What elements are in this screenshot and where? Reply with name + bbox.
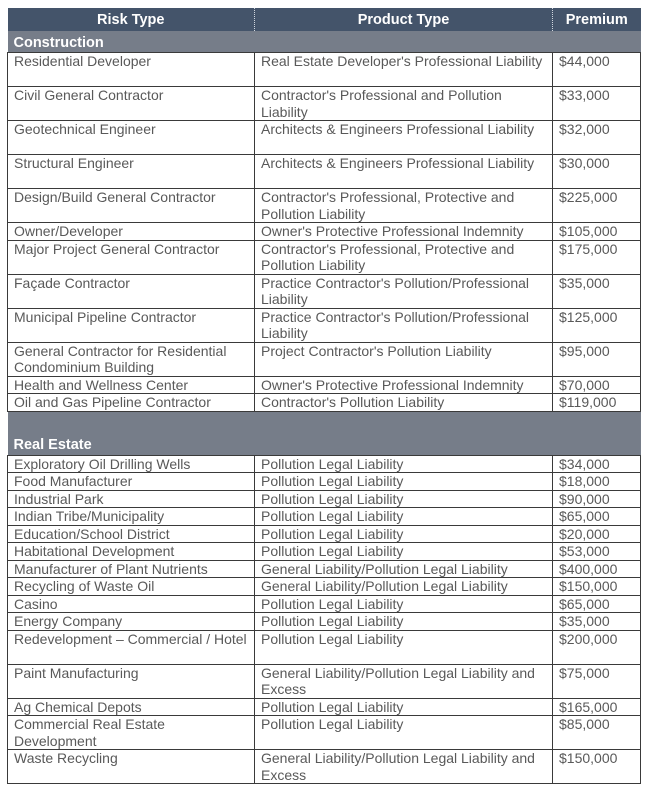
header-product-type: Product Type [255,8,553,31]
product-cell: General Liability/Pollution Legal Liability and Excess [255,750,553,784]
premium-table [7,8,641,784]
risk-cell: Oil and Gas Pipeline Contractor [8,394,255,412]
premium-cell: $33,000 [553,87,641,121]
premium-cell: $32,000 [553,121,641,155]
product-cell: Pollution Legal Liability [255,698,553,716]
premium-cell: $125,000 [553,308,641,342]
product-cell: Pollution Legal Liability [255,630,553,664]
section-header-construction [8,31,641,53]
risk-cell: Energy Company [8,613,255,631]
premium-cell: $75,000 [553,664,641,698]
premium-cell: $165,000 [553,698,641,716]
premium-cell: $65,000 [553,595,641,613]
table-row [8,698,641,716]
table-row [8,664,641,698]
premium-cell: $18,000 [553,473,641,491]
premium-cell: $175,000 [553,240,641,274]
risk-cell: Façade Contractor [8,274,255,308]
table-row [8,223,641,241]
product-cell: Contractor's Professional, Protective and Pollution Liability [255,189,553,223]
table-row [8,716,641,750]
premium-cell: $150,000 [553,578,641,596]
premium-cell: $20,000 [553,525,641,543]
table-row [8,750,641,784]
product-cell: Pollution Legal Liability [255,543,553,561]
product-cell: Contractor's Professional and Pollution Liability [255,87,553,121]
product-cell: Project Contractor's Pollution Liability [255,342,553,376]
table-row [8,155,641,189]
product-cell: Pollution Legal Liability [255,473,553,491]
header-row [8,8,641,31]
risk-cell: Exploratory Oil Drilling Wells [8,455,255,473]
risk-cell: Casino [8,595,255,613]
premium-cell: $53,000 [553,543,641,561]
risk-cell: Health and Wellness Center [8,376,255,394]
risk-cell: Education/School District [8,525,255,543]
risk-cell: Redevelopment – Commercial / Hotel [8,630,255,664]
table-row [8,455,641,473]
premium-table-container [7,8,640,784]
product-cell: Pollution Legal Liability [255,716,553,750]
table-row [8,473,641,491]
product-cell: Owner's Protective Professional Indemnity [255,223,553,241]
table-row [8,308,641,342]
risk-cell: Indian Tribe/Municipality [8,508,255,526]
product-cell: General Liability/Pollution Legal Liability and Excess [255,664,553,698]
risk-cell: Major Project General Contractor [8,240,255,274]
risk-cell: Municipal Pipeline Contractor [8,308,255,342]
product-cell: General Liability/Pollution Legal Liability [255,578,553,596]
table-row [8,376,641,394]
premium-cell: $105,000 [553,223,641,241]
product-cell: Owner's Protective Professional Indemnity [255,376,553,394]
product-cell: Pollution Legal Liability [255,613,553,631]
table-row [8,394,641,412]
section-title: Construction [8,31,641,53]
risk-cell: Waste Recycling [8,750,255,784]
risk-cell: Manufacturer of Plant Nutrients [8,560,255,578]
header-risk-type: Risk Type [8,8,255,31]
table-row [8,342,641,376]
premium-cell: $35,000 [553,613,641,631]
premium-cell: $90,000 [553,490,641,508]
premium-cell: $34,000 [553,455,641,473]
table-row [8,630,641,664]
product-cell: Pollution Legal Liability [255,508,553,526]
risk-cell: Commercial Real Estate Development [8,716,255,750]
premium-cell: $150,000 [553,750,641,784]
risk-cell: Geotechnical Engineer [8,121,255,155]
risk-cell: Civil General Contractor [8,87,255,121]
product-cell: Pollution Legal Liability [255,595,553,613]
table-row [8,560,641,578]
risk-cell: Industrial Park [8,490,255,508]
premium-cell: $70,000 [553,376,641,394]
premium-cell: $85,000 [553,716,641,750]
risk-cell: Food Manufacturer [8,473,255,491]
table-row [8,578,641,596]
table-row [8,87,641,121]
section-title: Real Estate [8,411,641,455]
table-row [8,240,641,274]
premium-cell: $95,000 [553,342,641,376]
table-row [8,543,641,561]
premium-cell: $400,000 [553,560,641,578]
risk-cell: Recycling of Waste Oil [8,578,255,596]
risk-cell: Design/Build General Contractor [8,189,255,223]
product-cell: Pollution Legal Liability [255,490,553,508]
product-cell: Contractor's Pollution Liability [255,394,553,412]
risk-cell: Structural Engineer [8,155,255,189]
table-row [8,613,641,631]
risk-cell: Paint Manufacturing [8,664,255,698]
product-cell: Real Estate Developer's Professional Liability [255,53,553,87]
product-cell: Practice Contractor's Pollution/Professional Liability [255,308,553,342]
product-cell: Pollution Legal Liability [255,455,553,473]
table-row [8,189,641,223]
product-cell: Practice Contractor's Pollution/Professional Liability [255,274,553,308]
premium-cell: $35,000 [553,274,641,308]
table-row [8,595,641,613]
table-row [8,490,641,508]
table-row [8,525,641,543]
product-cell: Architects & Engineers Professional Liability [255,121,553,155]
product-cell: General Liability/Pollution Legal Liability [255,560,553,578]
premium-cell: $119,000 [553,394,641,412]
product-cell: Architects & Engineers Professional Liability [255,155,553,189]
product-cell: Pollution Legal Liability [255,525,553,543]
risk-cell: Ag Chemical Depots [8,698,255,716]
risk-cell: Habitational Development [8,543,255,561]
product-cell: Contractor's Professional, Protective and Pollution Liability [255,240,553,274]
risk-cell: Owner/Developer [8,223,255,241]
table-row [8,508,641,526]
table-row [8,53,641,87]
header-premium: Premium [553,8,641,31]
premium-cell: $225,000 [553,189,641,223]
risk-cell: General Contractor for Residential Condominium Building [8,342,255,376]
premium-cell: $65,000 [553,508,641,526]
premium-cell: $30,000 [553,155,641,189]
table-row [8,121,641,155]
risk-cell: Residential Developer [8,53,255,87]
premium-cell: $200,000 [553,630,641,664]
section-header-real-estate [8,411,641,455]
premium-cell: $44,000 [553,53,641,87]
table-row [8,274,641,308]
